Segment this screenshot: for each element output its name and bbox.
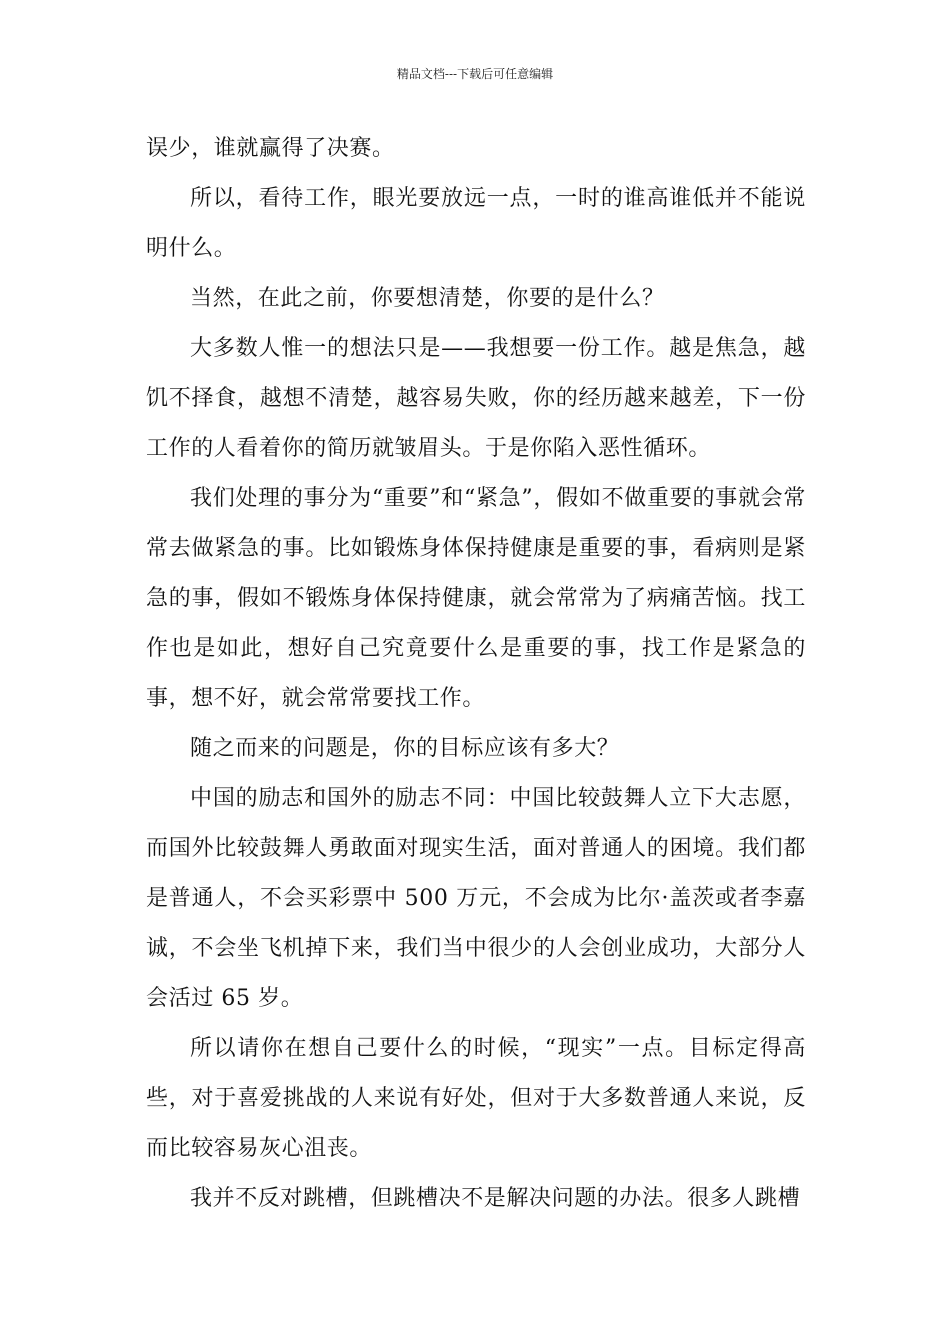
paragraph: 我们处理的事分为“重要”和“紧急”，假如不做重要的事就会常常去做紧急的事。比如锻炼身体保持健康是重要的事，看病则是紧急的事，假如不锻炼身体保持健康，就会常常为了病痛苦恼。找工作也是如此，想好自己究竟要什么是重要的事，找工作是紧急的事，想不好，就会常常要找工作。 <box>146 486 806 711</box>
page-header: 精品文档---下载后可任意编辑 <box>396 67 554 81</box>
paragraph: 中国的励志和国外的励志不同：中国比较鼓舞人立下大志愿，而国外比较鼓舞人勇敢面对现实生活，面对普通人的困境。我们都是普通人，不会买彩票中 500 万元，不会成为比尔·盖茨或者李嘉诚，不会坐飞机掉下来，我们当中很少的人会创业成功，大部分人会活过 65 岁。 <box>146 786 806 1011</box>
document-body <box>146 124 806 1224</box>
paragraph: 误少，谁就赢得了决赛。 <box>146 136 395 161</box>
paragraph: 大多数人惟一的想法只是——我想要一份工作。越是焦急，越饥不择食，越想不清楚，越容易失败，你的经历越来越差，下一份工作的人看着你的简历就皱眉头。于是你陷入恶性循环。 <box>146 336 806 461</box>
paragraph: 随之而来的问题是，你的目标应该有多大？ <box>190 736 620 761</box>
paragraph: 所以请你在想自己要什么的时候，“现实”一点。目标定得高些，对于喜爱挑战的人来说有好处，但对于大多数普通人来说，反而比较容易灰心沮丧。 <box>146 1036 806 1161</box>
paragraph: 我并不反对跳槽，但跳槽决不是解决问题的办法。很多人跳槽 <box>190 1186 801 1211</box>
paragraph: 所以，看待工作，眼光要放远一点，一时的谁高谁低并不能说明什么。 <box>146 186 806 261</box>
paragraph: 当然，在此之前，你要想清楚，你要的是什么？ <box>190 286 665 311</box>
